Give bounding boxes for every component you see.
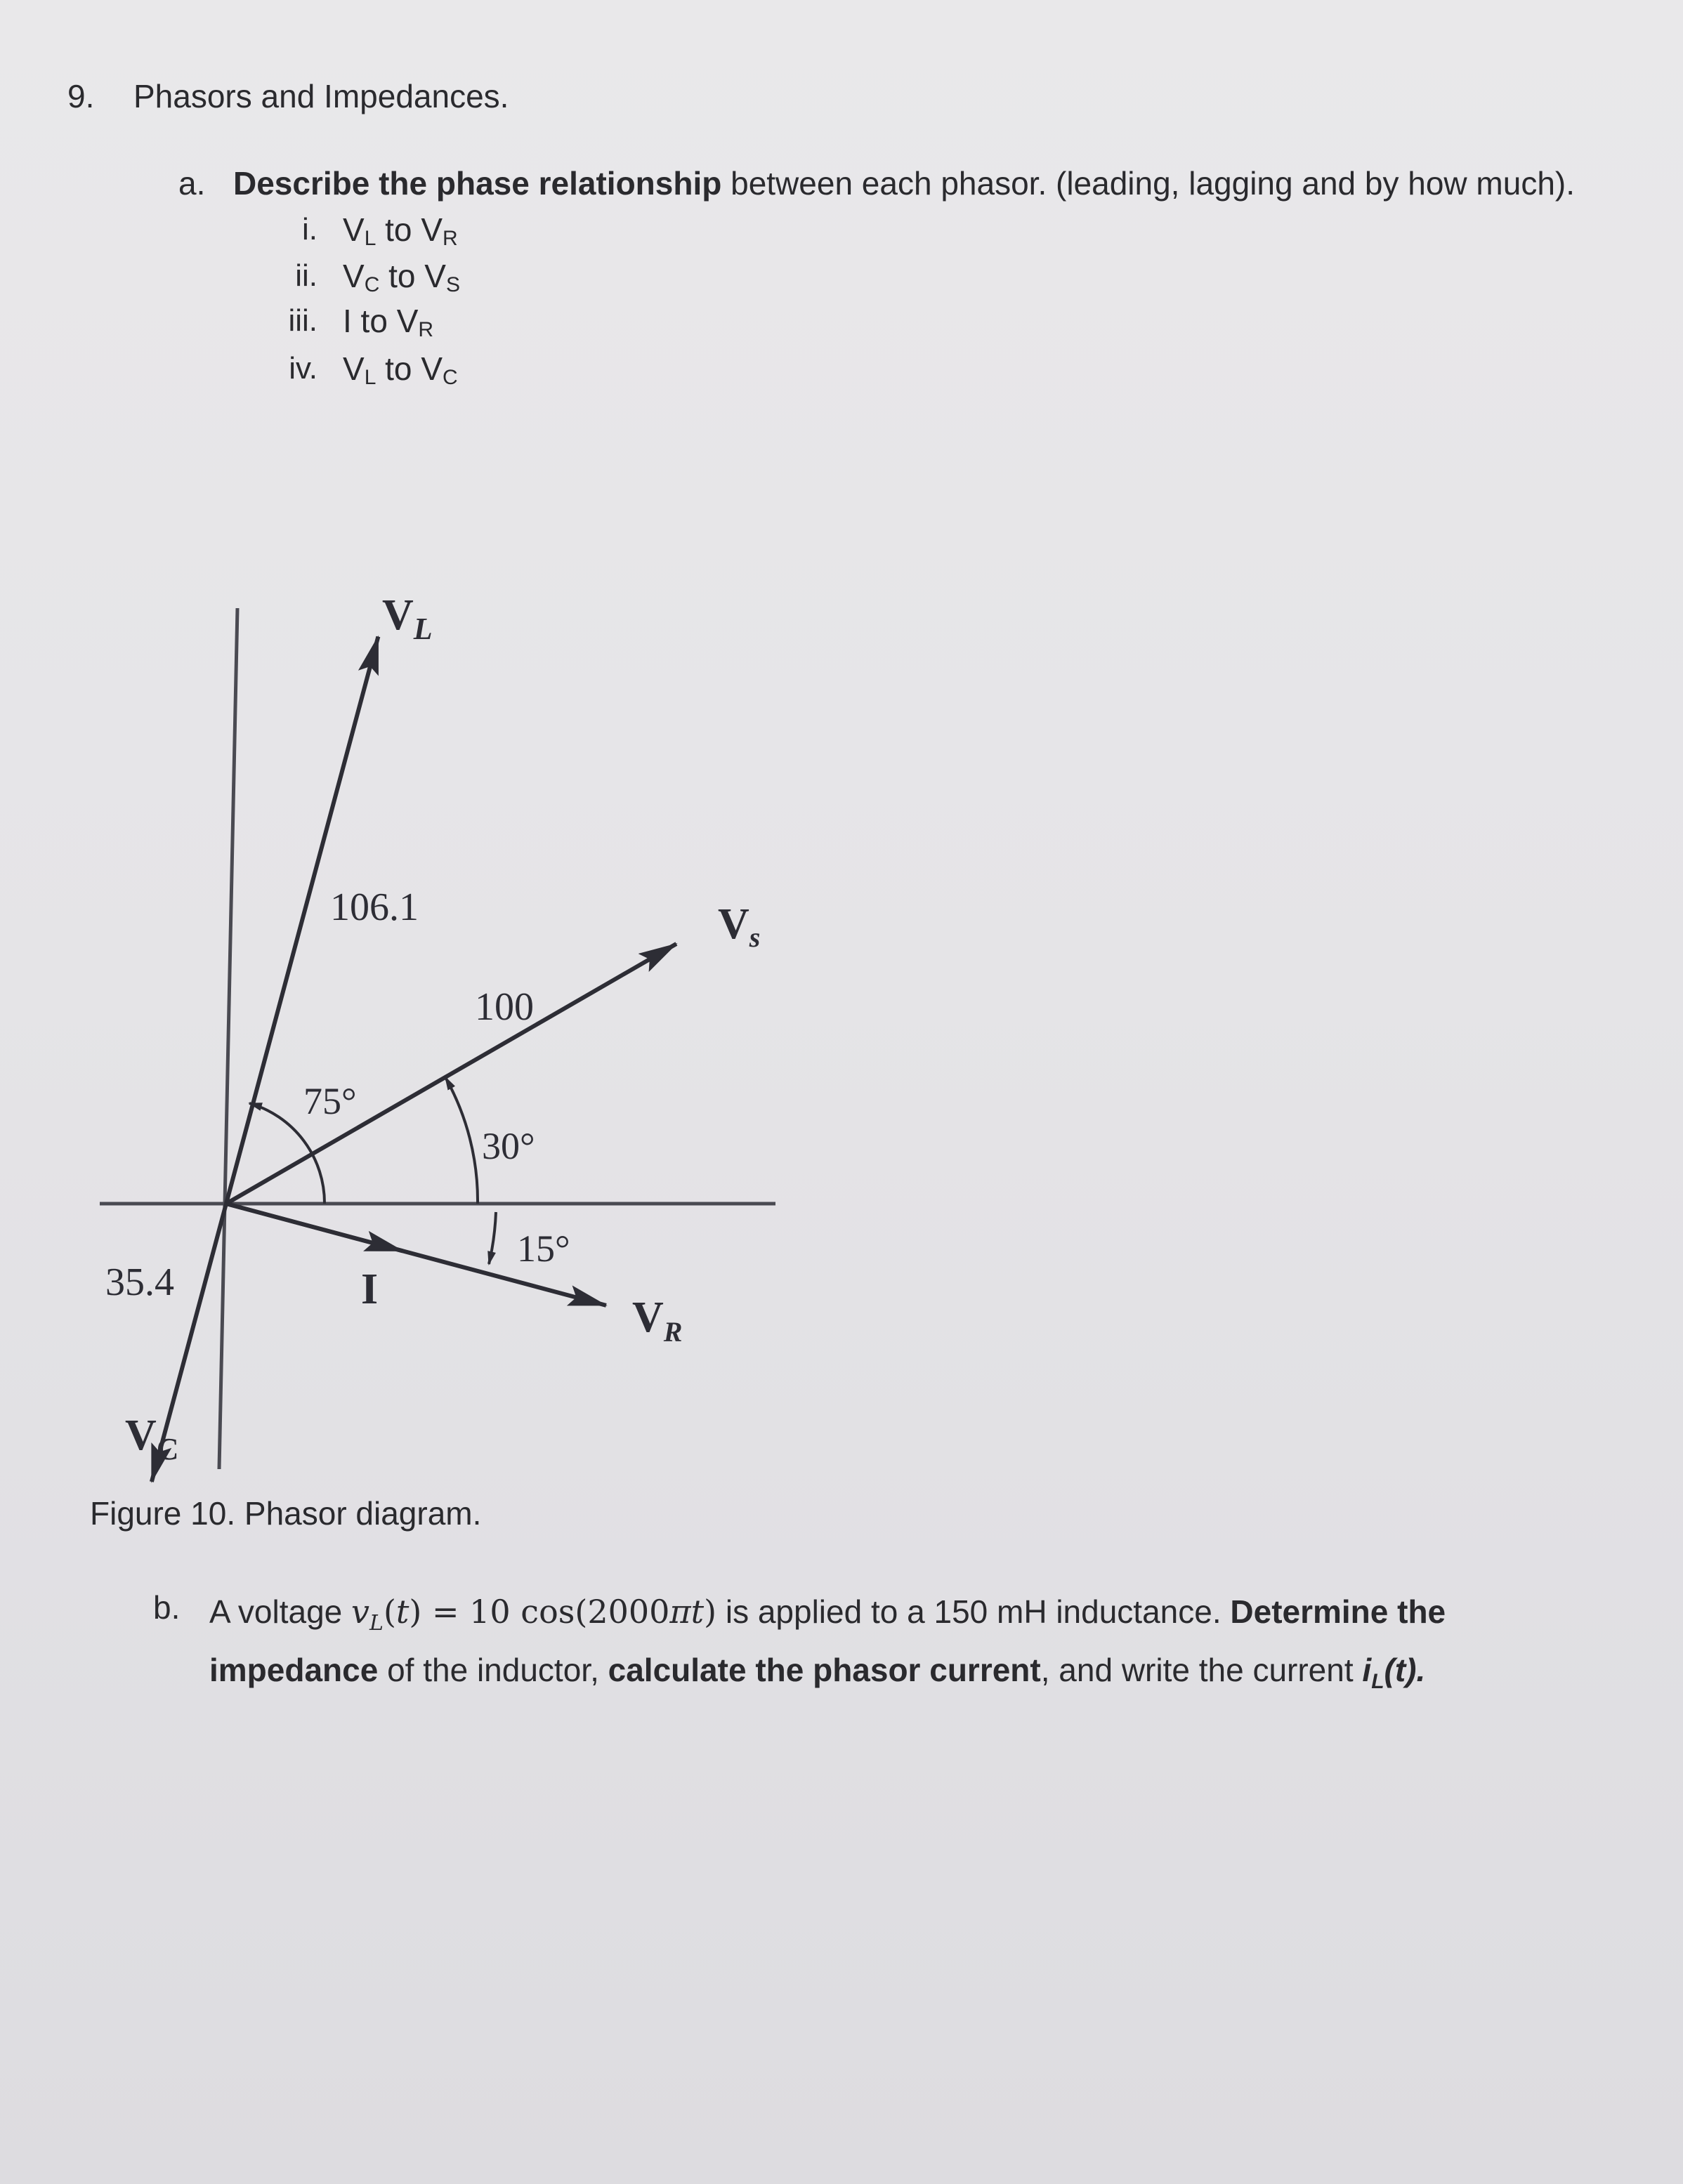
phasor-group [152, 637, 676, 1482]
voltage-equation: $v_L(t) = 10$ cos(2000πt) [351, 1593, 717, 1636]
item-a: V [343, 350, 365, 387]
item-a-sub: L [364, 227, 376, 250]
part-a-letter: a. [178, 165, 206, 202]
phasor-arrow-vs [226, 944, 676, 1204]
phasor-arrow-i [226, 1204, 402, 1251]
part-b-bold-2: impedance [209, 1652, 379, 1689]
label-vl-main: V [382, 591, 414, 639]
item-b-sub: C [443, 366, 458, 389]
label-vr-sub: R [663, 1316, 683, 1348]
angle-label-30: 30° [482, 1125, 535, 1167]
label-i: I [361, 1265, 379, 1313]
item-b-sub: S [445, 273, 460, 296]
label-vl-sub: L [413, 612, 433, 646]
part-b-text [209, 1588, 1446, 1705]
angle-label-15: 15° [517, 1228, 570, 1270]
item-number: iii. [288, 303, 317, 338]
item-number: i. [302, 212, 317, 246]
part-b-line-1 [209, 1588, 1446, 1647]
part-b-text-3: of the inductor, [378, 1652, 608, 1689]
part-b-bold-4-sub: L [1371, 1670, 1384, 1694]
item-mid: to [376, 350, 421, 387]
part-b-bold-5: (t). [1384, 1652, 1426, 1689]
item-number: iv. [289, 351, 317, 386]
vertical-axis [219, 608, 237, 1469]
part-a-prompt-rest: between each phasor. (leading, lagging and by how much). [721, 165, 1576, 202]
angle-arc-30 [445, 1077, 478, 1204]
part-b-text-1: A voltage [209, 1593, 352, 1630]
item-mid: to [376, 211, 421, 248]
part-b-bold-3: calculate the phasor current [608, 1652, 1041, 1689]
part-b-bold-1: Determine the [1230, 1593, 1446, 1630]
vc-magnitude-label: 35.4 [105, 1261, 174, 1304]
label-vr [632, 1294, 682, 1348]
item-a: I [343, 303, 352, 339]
item-b: V [396, 303, 419, 339]
item-a: V [343, 258, 365, 294]
label-vs [718, 900, 760, 953]
part-b-text-4: , and write the current [1040, 1652, 1363, 1689]
label-vr-main: V [632, 1294, 664, 1341]
part-a-prompt-bold: Describe the phase relationship [233, 165, 722, 202]
part-b-line-2 [209, 1647, 1446, 1705]
figure-caption: Figure 10. Phasor diagram. [90, 1495, 482, 1532]
vs-magnitude-label: 100 [475, 985, 534, 1029]
item-b-sub: R [418, 318, 434, 341]
item-number: ii. [295, 258, 317, 293]
angle-arc-15 [489, 1212, 496, 1264]
part-b-text-2: is applied to a 150 mH inductance. [716, 1593, 1231, 1630]
item-a-sub: C [364, 273, 380, 296]
label-vc-sub: C [156, 1432, 179, 1466]
item-mid: to [351, 303, 397, 339]
item-mid: to [379, 258, 425, 294]
item-b: V [424, 258, 446, 294]
label-vc-main: V [125, 1412, 157, 1459]
angle-label-75: 75° [303, 1080, 357, 1122]
item-b: V [421, 350, 443, 387]
label-vs-main: V [718, 900, 749, 948]
item-b-sub: R [443, 227, 458, 250]
question-number: 9. [67, 78, 95, 114]
label-vl [382, 591, 433, 646]
label-vc [125, 1412, 179, 1466]
label-vs-sub: s [749, 921, 761, 953]
part-b-bold-4: i [1362, 1652, 1372, 1689]
item-a: V [343, 211, 365, 248]
part-b-letter: b. [153, 1589, 181, 1626]
item-a-sub: L [364, 366, 376, 389]
vl-magnitude-label: 106.1 [330, 886, 419, 929]
item-b: V [421, 211, 443, 248]
question-title: Phasors and Impedances. [133, 78, 509, 114]
